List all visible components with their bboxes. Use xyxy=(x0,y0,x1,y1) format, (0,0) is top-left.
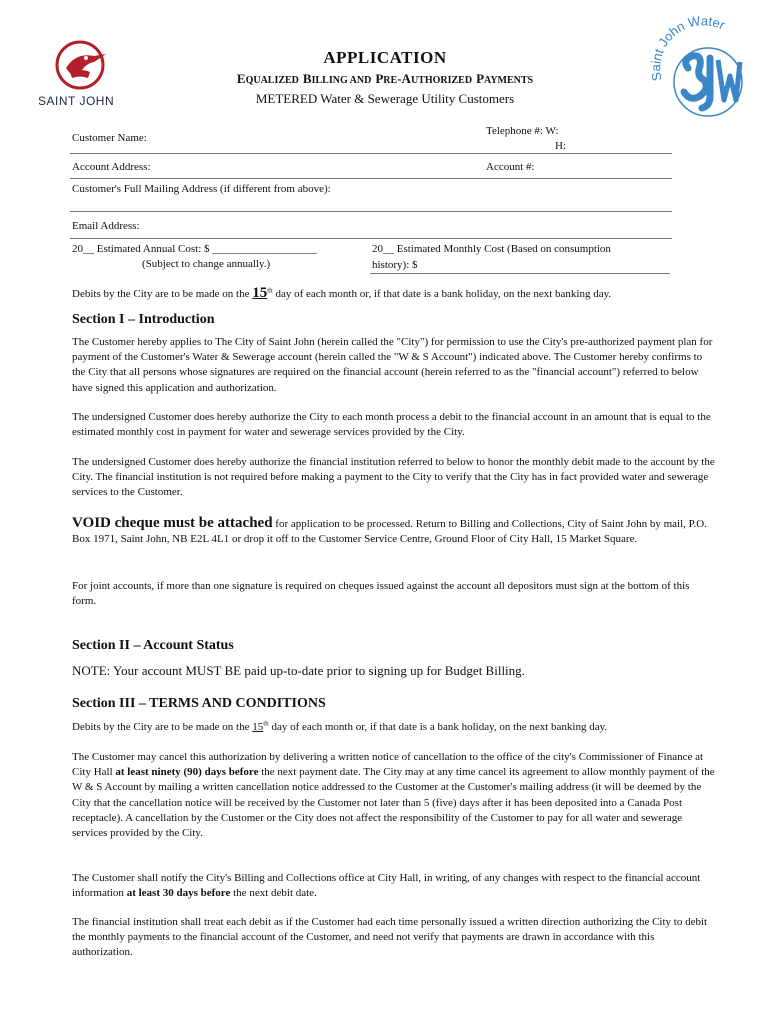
account-number-label: Account #: xyxy=(486,161,535,173)
monthly-cost-label-2: history): $ xyxy=(372,259,418,271)
form-customer-type: METERED Water & Sewerage Utility Customers xyxy=(255,91,515,106)
mailing-address-field[interactable] xyxy=(70,211,672,212)
annual-cost-label: 20__ Estimated Annual Cost: $ ___________________ xyxy=(72,243,317,255)
monthly-cost-label: 20__ Estimated Monthly Cost (Based on consumption xyxy=(372,243,611,255)
mailing-address-label: Customer's Full Mailing Address (if different from above): xyxy=(72,183,331,195)
telephone-label: Telephone #: W: xyxy=(486,125,559,137)
form-subtitle: EQUALIZED BILLING AND PRE-AUTHORIZED PAYMENTS xyxy=(236,71,534,86)
void-cheque-paragraph: VOID cheque must be attached for application to be processed. Return to Billing and Collections, City of Saint John by mail, P.O. Box 1971, Saint John, NB E2L 4L1 or drop it off to the Customer Service Centre, Ground Floor of City Hall, 15 Market Square. xyxy=(72,515,707,546)
section-1-paragraph-1: The Customer hereby applies to The City of Saint John (herein called the "City") for permission to use the City's pre-authorized payment plan for payment of the Customer's Water & Sewerage account (herein called the "W & S Account") indicated above. The Customer hereby confirms to the City that all persons whose signatures are required on the financial account (herein referred to as the "financial account") referred to below have signed this application and authorization. xyxy=(72,336,713,394)
joint-accounts-paragraph: For joint accounts, if more than one signature is required on cheques issued against the account all depositors must sign at the bottom of this form. xyxy=(72,580,690,608)
account-address-label: Account Address: xyxy=(72,161,151,173)
debit-date-line: Debits by the City are to be made on the 15th day of each month or, if that date is a bank holiday, on the next banking day. xyxy=(72,285,612,301)
annual-cost-note: (Subject to change annually.) xyxy=(142,258,271,270)
section-3-debit-line: Debits by the City are to be made on the 15th day of each month or, if that date is a bank holiday, on the next banking day. xyxy=(72,719,608,733)
monthly-cost-field[interactable] xyxy=(370,273,670,274)
email-field[interactable] xyxy=(70,238,672,239)
account-address-field[interactable] xyxy=(70,178,672,179)
cancellation-paragraph: The Customer may cancel this authorization by delivering a written notice of cancellation to the office of the city's Commissioner of Finance at City Hall at least ninety (90) days before the next payment date. The City may at any time cancel its agreement to allow monthly payment of the W & S Account by mailing a written cancellation notice addressed to the Customer at the Customer's mailing address (it will be deemed by the City that the cancellation notice will be received by the Customer not later than 5 (five) days after it has been deposited into a Canada Post receptacle). A cancellation by the Customer or the City does not affect the responsibility of the Customer to pay for all water and sewerage services provided by the City. xyxy=(72,751,715,840)
email-label: Email Address: xyxy=(72,220,140,232)
form-title: APPLICATION xyxy=(323,48,447,67)
telephone-home-label: H: xyxy=(555,140,566,152)
section-2-title: Section II – Account Status xyxy=(72,638,234,653)
saint-john-wordmark: SAINT JOHN xyxy=(38,94,115,108)
section-3-title: Section III – TERMS AND CONDITIONS xyxy=(72,696,326,711)
section-1-title: Section I – Introduction xyxy=(72,312,215,327)
account-status-note: NOTE: Your account MUST BE paid up-to-date prior to signing up for Budget Billing. xyxy=(72,663,525,678)
section-1-paragraph-3: The undersigned Customer does hereby authorize the financial institution referred to below to honor the monthly debit made to the account by the City. The financial institution is not required before making a payment to the City to verify that the City has in fact provided water and sewerage services to the Customer. xyxy=(72,456,715,499)
water-logo-arc-text: Saint John Water xyxy=(648,16,728,83)
notify-changes-paragraph: The Customer shall notify the City's Billing and Collections office at City Hall, in writing, of any changes with respect to the financial account information at least 30 days before the next debit date. xyxy=(72,872,701,900)
section-1-paragraph-2: The undersigned Customer does hereby authorize the City to each month process a debit to the financial account in an amount that is equal to the estimated monthly cost in payment for water and sewerage services provided by the City. xyxy=(72,411,711,439)
customer-name-field[interactable] xyxy=(70,153,672,154)
customer-name-label: Customer Name: xyxy=(72,132,147,144)
financial-institution-paragraph: The financial institution shall treat each debit as if the Customer had each time personally issued a written direction authorizing the City to debit the monthly payments to the financial account of the Customer, and need not verify that payments are drawn in accordance with this authorization. xyxy=(72,916,708,959)
